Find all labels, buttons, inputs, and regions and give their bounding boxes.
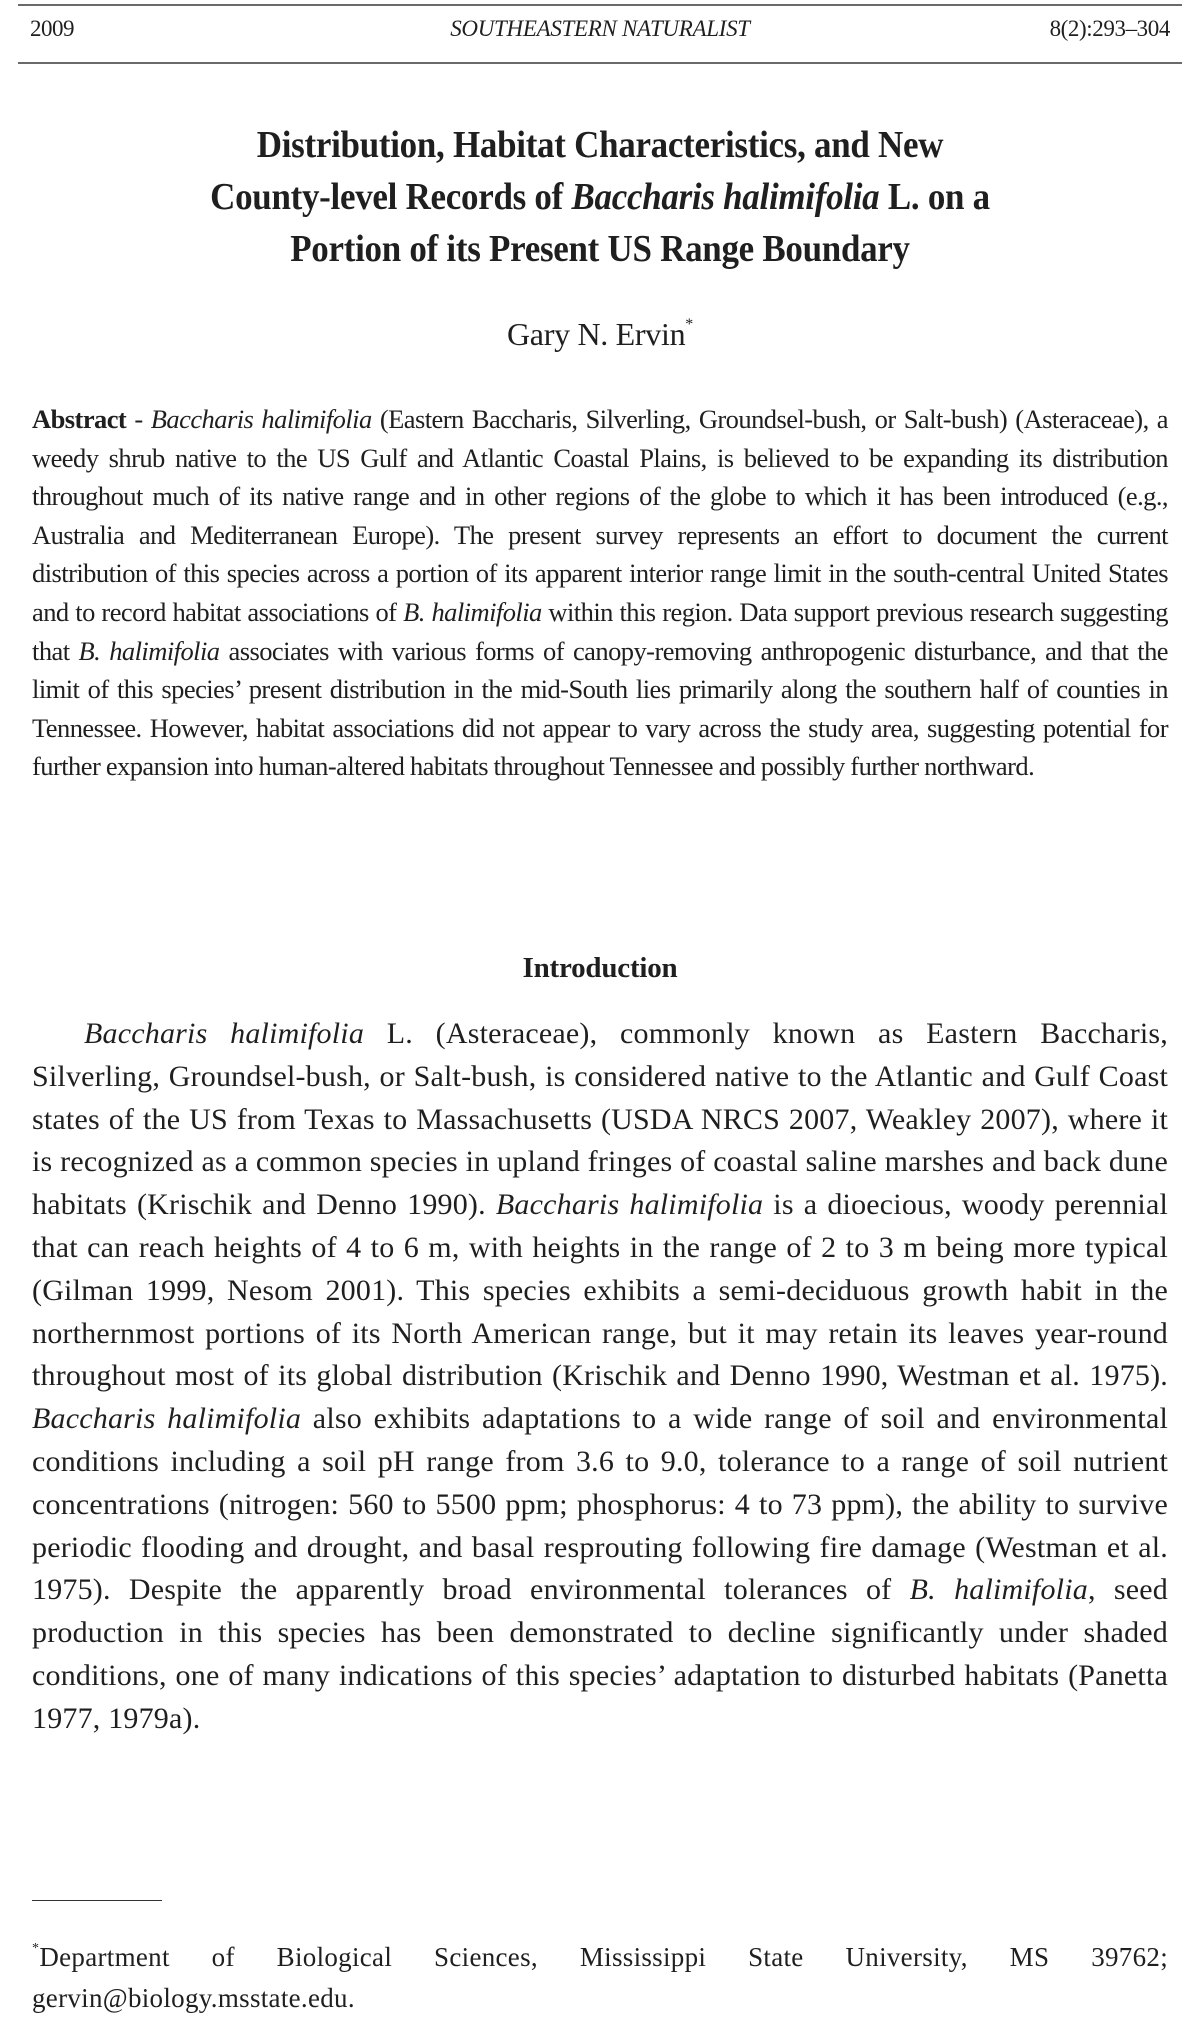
- article-title: [103, 119, 1097, 275]
- text-run: within this region. Data support previous research suggesting that: [32, 596, 1168, 666]
- text-run: County-level Records of: [210, 176, 572, 218]
- introduction-body: [32, 1013, 1168, 1741]
- author-byline: [0, 316, 1200, 353]
- italic-text: Baccharis halimifolia: [32, 1402, 302, 1436]
- footnote-text: [32, 1928, 1168, 2019]
- italic-text: Baccharis halimifolia: [150, 404, 372, 434]
- italic-text: B. halimifolia: [909, 1573, 1088, 1607]
- section-heading-introduction: Introduction: [522, 952, 678, 984]
- text-run: L. on a: [879, 176, 990, 218]
- text-run: , seed production in this species has been demonstrated to decline significantly under shaded conditions, one of many indications of this species’ adaptation to disturbed habitats (Panetta 1977, 1979a).: [32, 1573, 1168, 1735]
- running-header: [18, 4, 1182, 64]
- publication-year: 2009: [30, 16, 74, 41]
- abstract-text: [32, 400, 1168, 786]
- introduction-paragraph: [32, 1013, 1168, 1741]
- text-run: Portion of its Present US Range Boundary: [290, 228, 910, 270]
- italic-text: Baccharis halimifolia: [84, 1017, 365, 1050]
- author-name: Gary N. Ervin: [507, 316, 686, 352]
- author-email-link[interactable]: gervin@biology.msstate.edu.: [32, 1983, 355, 2013]
- italic-text: Baccharis halimifolia: [571, 176, 880, 218]
- journal-name: SOUTHEASTERN NATURALIST: [450, 16, 750, 41]
- volume-pages: 8(2):293–304: [1049, 16, 1170, 41]
- text-run: also exhibits adaptations to a wide range of soil and environmental conditions including a soil pH range from 3.6 to 9.0, tolerance to a range of soil nutrient concentrations (nitrogen: 560 to 5500 ppm; phosphorus: 4 to 73 ppm), the ability to survive periodic flooding and drought, and basal resprouting following fire damage (Westman et al. 1975). Despite the apparently broad environmental tolerances of: [32, 1402, 1169, 1607]
- text-run: Distribution, Habitat Characteristics, and New: [256, 124, 944, 166]
- title-line: [103, 119, 1097, 171]
- text-run: associates with various forms of canopy-removing anthropogenic disturbance, and that the limit of this species’ present distribution in the mid-South lies primarily along the southern half of counties in Tennessee. However, habitat associations did not appear to vary across the study area, suggesting potential for further expansion into human-altered habitats throughout Tennessee and possibly further northward.: [32, 635, 1168, 782]
- text-run: (Eastern Baccharis, Silverling, Groundsel-bush, or Salt-bush) (Asteraceae), a weedy shrub native to the US Gulf and Atlantic Coastal Plains, is believed to be expanding its distribution throughout much of its native range and in other regions of the globe to which it has been introduced (e.g., Australia and Mediterranean Europe). The present survey represents an effort to document the current distribution of this species across a portion of its apparent interior range limit in the south-central United States and to record habitat associations of: [32, 404, 1168, 627]
- italic-text: B. halimifolia: [78, 635, 220, 666]
- author-affiliation-footnote: [32, 1928, 1168, 2019]
- author-footnote-marker: *: [685, 316, 693, 333]
- italic-text: B. halimifolia: [403, 596, 542, 627]
- italic-text: Baccharis halimifolia: [495, 1188, 764, 1222]
- title-line: [103, 171, 1097, 223]
- text-run: is a dioecious, woody perennial that can reach heights of 4 to 6 m, with heights in the range of 2 to 3 m being more typical (Gilman 1999, Nesom 2001). This species exhibits a semi-deciduous growth habit in the northernmost portions of its North American range, but it may retain its leaves year-round throughout most of its global distribution (Krischik and Denno 1990, Westman et al. 1975).: [32, 1188, 1168, 1393]
- footnote-marker: *: [32, 1941, 40, 1956]
- title-line: [103, 223, 1097, 275]
- footnote-divider: [32, 1900, 162, 1901]
- text-run: -: [126, 404, 151, 434]
- abstract: [32, 400, 1168, 786]
- bold-label: Abstract: [32, 404, 127, 434]
- text-run: L. (Asteraceae), commonly known as Eastern Baccharis, Silverling, Groundsel-bush, or Salt-bush, is considered native to the Atlantic and Gulf Coast states of the US from Texas to Massachusetts (USDA NRCS 2007, Weakley 2007), where it is recognized as a common species in upland fringes of coastal saline marshes and back dune habitats (Krischik and Denno 1990).: [32, 1017, 1168, 1222]
- affiliation: Department of Biological Sciences, Mississippi State University, MS 39762;: [39, 1942, 1168, 1972]
